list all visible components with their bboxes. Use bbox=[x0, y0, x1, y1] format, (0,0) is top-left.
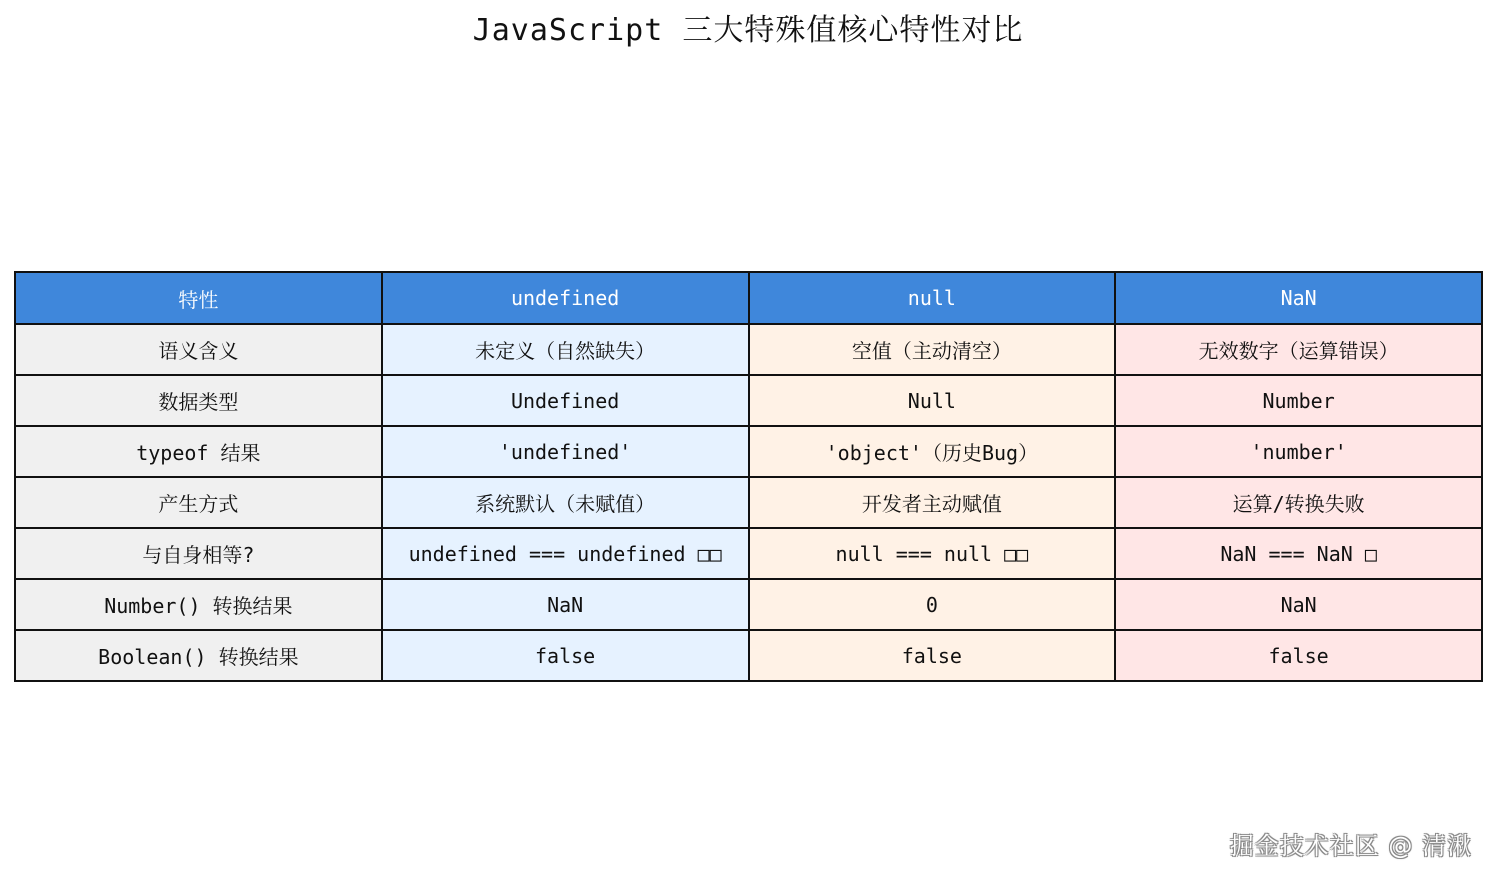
undefined-cell: false bbox=[382, 630, 749, 681]
undefined-cell: 'undefined' bbox=[382, 426, 749, 477]
feature-cell: typeof 结果 bbox=[15, 426, 382, 477]
nan-cell: NaN bbox=[1115, 579, 1482, 630]
feature-cell: Boolean() 转换结果 bbox=[15, 630, 382, 681]
null-cell: 开发者主动赋值 bbox=[749, 477, 1116, 528]
nan-cell: 无效数字（运算错误） bbox=[1115, 324, 1482, 375]
comparison-table bbox=[14, 271, 1483, 682]
header-cell-feature: 特性 bbox=[15, 272, 382, 324]
nan-cell: Number bbox=[1115, 375, 1482, 426]
null-cell: Null bbox=[749, 375, 1116, 426]
table-row bbox=[15, 375, 1482, 426]
undefined-cell: 未定义（自然缺失） bbox=[382, 324, 749, 375]
undefined-cell: Undefined bbox=[382, 375, 749, 426]
table-row bbox=[15, 630, 1482, 681]
feature-cell: Number() 转换结果 bbox=[15, 579, 382, 630]
table-row bbox=[15, 579, 1482, 630]
null-cell: 0 bbox=[749, 579, 1116, 630]
feature-cell: 与自身相等? bbox=[15, 528, 382, 579]
table-header-row bbox=[15, 272, 1482, 324]
null-cell: null === null □□ bbox=[749, 528, 1116, 579]
page-title: JavaScript 三大特殊值核心特性对比 bbox=[472, 13, 1024, 48]
undefined-cell: undefined === undefined □□ bbox=[382, 528, 749, 579]
table-row bbox=[15, 426, 1482, 477]
watermark: 掘金技术社区 @ 清湫 bbox=[1229, 832, 1472, 860]
nan-cell: 运算/转换失败 bbox=[1115, 477, 1482, 528]
nan-cell: NaN === NaN □ bbox=[1115, 528, 1482, 579]
nan-cell: false bbox=[1115, 630, 1482, 681]
null-cell: 'object'（历史Bug） bbox=[749, 426, 1116, 477]
table-row bbox=[15, 528, 1482, 579]
header-cell-undefined: undefined bbox=[382, 272, 749, 324]
nan-cell: 'number' bbox=[1115, 426, 1482, 477]
undefined-cell: 系统默认（未赋值） bbox=[382, 477, 749, 528]
null-cell: false bbox=[749, 630, 1116, 681]
table-row bbox=[15, 477, 1482, 528]
header-cell-null: null bbox=[749, 272, 1116, 324]
feature-cell: 产生方式 bbox=[15, 477, 382, 528]
header-cell-nan: NaN bbox=[1115, 272, 1482, 324]
null-cell: 空值（主动清空） bbox=[749, 324, 1116, 375]
undefined-cell: NaN bbox=[382, 579, 749, 630]
feature-cell: 数据类型 bbox=[15, 375, 382, 426]
table-row bbox=[15, 324, 1482, 375]
feature-cell: 语义含义 bbox=[15, 324, 382, 375]
